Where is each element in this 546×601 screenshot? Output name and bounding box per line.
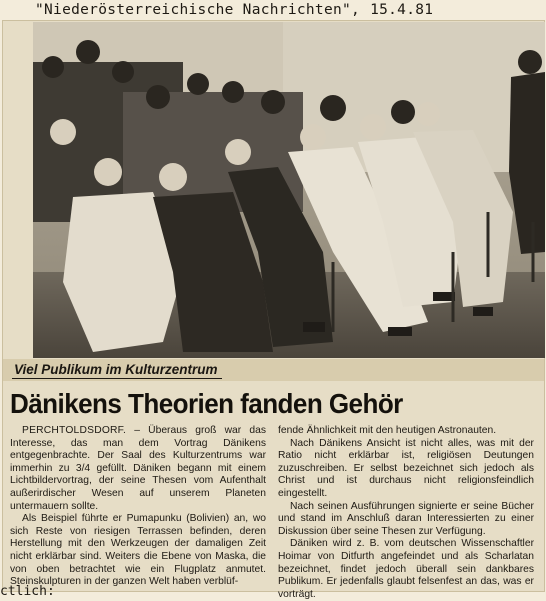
source-name: "Niederösterreichische Nachrichten", [35,2,361,18]
article-column-2 [278,425,534,601]
article-paragraph: Nach seinen Ausführungen signierte er seine Bücher und stand im Anschluß daran Interessierten zu einer Diskussion über seine Thesen zur Verfügung. [278,500,534,537]
photo-caption: Viel Publikum im Kulturzentrum [12,362,222,379]
bottom-note: ctlich: [0,584,55,599]
article-paragraph: fende Ähnlichkeit mit den heutigen Astronauten. [278,425,497,436]
source-date: 15.4.81 [370,2,434,18]
audience-photo [33,22,545,358]
article-paragraph: Nach Dänikens Ansicht ist nicht alles, was mit der Ratio nicht erklärbar ist, religiösen Deutungen zuzuschreiben. Er selbst bezeichnet sich jedoch als Christ und ist durchaus nicht religionsfeindlich eingestellt. [278,437,534,499]
article-dateline: PERCHTOLDSDORF. [22,425,127,436]
article-paragraph-text: – Überaus groß war das Interesse, das man dem Vortrag Dänikens entgegenbrachte. Der Saal des Kulturzentrums war immerhin zu 3/4 gefüllt. Däniken begann mit einem Lichtbildervortrag, der seine Thesen vom Aufenthalt außerirdischer Wesen auf unserem Planeten untermauern sollte. [10,425,266,512]
article-headline: Dänikens Theorien fanden Gehör [10,388,403,419]
article-paragraph: Däniken wird z. B. vom deutschen Wissenschaftler Hoimar von Ditfurth angefeindet und als Scharlatan bezeichnet, findet jedoch überall sein dankbares Publikum. Er jedenfalls glaubt felsenfest an das, was er vorträgt. [278,538,534,600]
source-label [35,2,433,18]
article-column-1 [10,425,266,601]
article-body [10,425,534,601]
article-paragraph [10,425,266,513]
article-paragraph: Als Beispiel führte er Pumapunku (Bolivien) an, wo sich Reste von riesigen Terrassen befinden, deren Herstellung mit den Werkzeugen der damaligen Zeit nicht erklärbar sind. Weiters die Ebene von Maska, die von oben betrachtet wie ein Flugplatz anmutet. Steinskulpturen in der ganzen Welt haben verblüf- [10,513,266,588]
